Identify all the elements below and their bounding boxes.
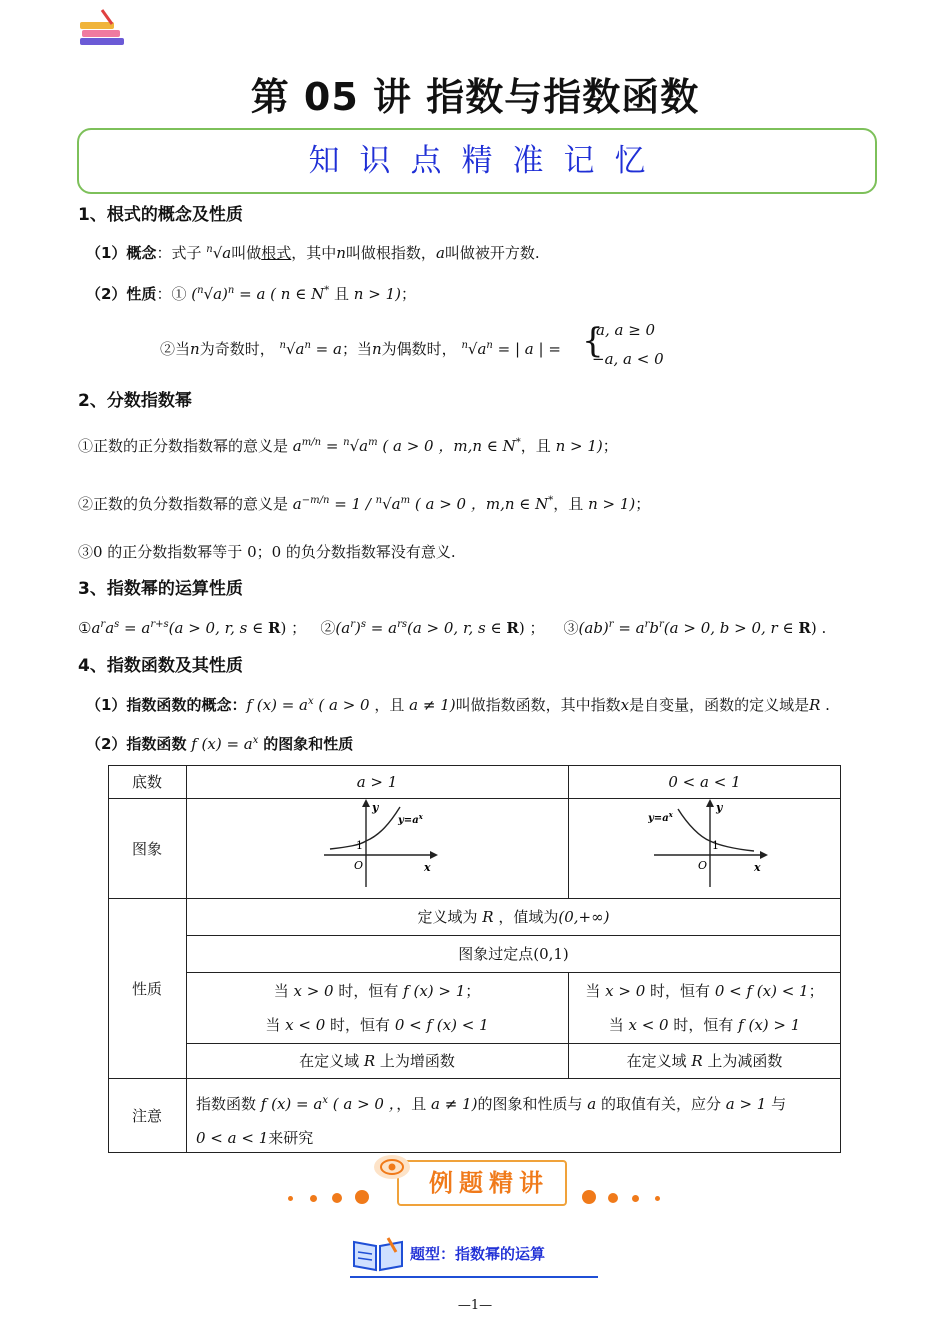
example-section-header [397,1160,567,1206]
section-3-heading: 3、指数幂的运算性质 [78,579,243,599]
func-label: y=a [648,813,669,824]
axis-y-label: y [716,801,723,814]
open-book-icon [352,1234,404,1272]
axis-x-label: x [754,861,761,874]
graph-increasing [318,799,438,899]
s1-property-2: ②当n为奇数时， $^n√a^n = a$；当n为偶数时， $^n√a^n$ = | a | = [160,340,561,358]
brace: { [582,321,604,361]
section-4-heading: 4、指数函数及其性质 [78,656,243,676]
page-number: —1— [457,1298,493,1313]
s4-graph-heading: （2）指数函数 f $(x) = a^x$ 的图象和性质 [86,735,354,753]
row-label-graph: 图象 [131,839,162,858]
props-a-lt-1: 当 x > 0 时，恒有 0 < f (x) < 1； 当 x < 0 时，恒有 f (x) > 1 [585,981,824,1034]
fixed-point: 图象过定点 (0,1) [458,944,569,963]
props-a-gt-1: 当 x > 0 时，恒有 f (x) > 1； 当 x < 0 时，恒有 0 < f (x) < 1 [265,981,489,1034]
decreasing: 在定义域 R 上为减函数 [626,1051,783,1070]
graph-decreasing [648,799,768,899]
exponential-function-table [108,765,841,1153]
section-2-heading: 2、分数指数幂 [78,391,192,411]
svg-text:y=ax: $y=a^x$ [648,810,673,824]
page-title: 第 05 讲 指数与指数函数 [250,75,700,119]
section-1-heading: 1、根式的概念及性质 [78,205,243,225]
s1-property: （2）性质：① $(^n√a)^n = a$ ( n ∈ N* 且 n > 1)； [86,285,416,303]
domain-range: 定义域为 R ，值域为 (0,+∞) [417,907,610,926]
case-1: a, a ≥ 0 [596,321,656,339]
svg-text:y=ax: $y=a^x$ [398,812,423,826]
s3-rules: $①a^ra^s = a^{r+s}(a > 0$, r, s ∈ R) ； $②(a^r)^s = a^{rs}(a > 0$, r, s ∈ R) ； ③(ab)$^r$ = $a^rb^r(a > 0$, b > 0, r ∈ R) . [78,619,827,637]
s2-line-2: ②正数的负分数指数幂的意义是 $a^{-m/n} = 1 / ^n√a^m$ ( a > 0 ，m,n ∈ N*，且 n > 1)； [78,495,651,513]
col-a-lt-1: 0 < a < 1 [668,772,741,791]
row-label-note: 注意 [131,1107,162,1125]
row-label-base: 底数 [131,773,162,791]
s2-line-1: ①正数的正分数指数幂的意义是 $a^{m/n} = ^n√a^m$ ( a > 0 ，m,n ∈ N*，且 n > 1)； [78,437,618,455]
s2-line-3: ③0 的正分数指数幂等于 0；0 的负分数指数幂没有意义. [78,543,456,561]
case-2: −a, a < 0 [592,350,664,368]
note-text: 指数函数 f $(x) = a^x$ ( a > 0 ，，且 a ≠ 1)的图象和性质与 a 的取值有关，应分 a > 1 与 0 < a < 1来研究 [196,1095,787,1147]
row-label-properties: 性质 [131,979,162,998]
eye-icon [372,1153,412,1181]
axis-x-label: x [424,861,431,874]
origin-label: O [354,859,364,872]
topic-title: 题型：指数幂的运算 [410,1245,546,1263]
origin-label: O [698,859,708,872]
example-title: 例题精讲 [429,1169,549,1197]
col-a-gt-1: a > 1 [356,772,398,791]
s1-concept: （1）概念：式子 $^n$√a叫做根式，其中n叫做根指数，a叫做被开方数. [86,244,540,262]
increasing: 在定义域 R 上为增函数 [299,1051,455,1070]
section-banner [77,128,877,194]
one-label: 1 [356,839,363,852]
s4-concept: （1）指数函数的概念：f $(x) = a^x$ ( a > 0 ，且 a ≠ 1)叫做指数函数，其中指数x是自变量，函数的定义域是R . [86,696,830,714]
books-logo-icon [78,8,130,50]
func-label: y=a [398,815,419,826]
axis-y-label: y [372,801,379,814]
one-label: 1 [712,839,719,852]
banner-text: 知识点精准记忆 [308,143,666,179]
topic-underline [350,1276,598,1278]
